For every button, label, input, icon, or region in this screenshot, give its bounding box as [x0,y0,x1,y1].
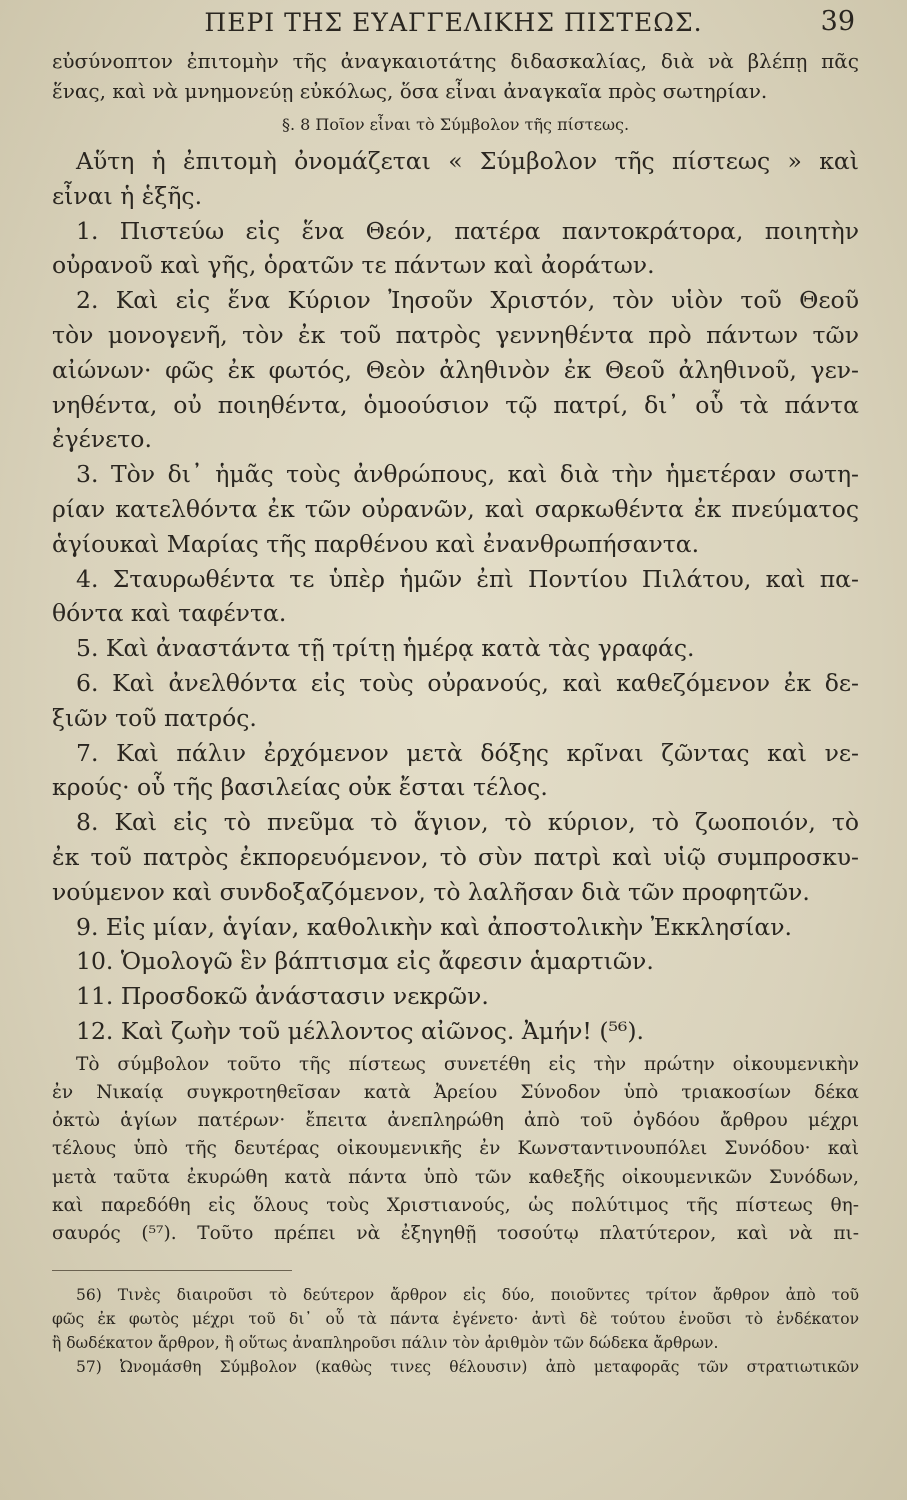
text-line: 8. Καὶ εἰς τὸ πνεῦμα τὸ ἅγιον, τὸ κύριον, τὸ ζωοποιόν, τὸ [76,808,859,837]
text-line: ἕνας, καὶ νὰ μνημονεύῃ εὐκόλως, ὅσα εἶναι ἀναγκαῖα πρὸς σωτηρίαν. [52,79,768,103]
text-line: 5. Καὶ ἀναστάντα τῇ τρίτῃ ἡμέρᾳ κατὰ τὰς γραφάς. [76,634,695,663]
intro-paragraph [52,46,859,106]
text-line: ἐν Νικαίᾳ συγκροτηθεῖσαν κατὰ Ἀρείου Σύνοδον ὑπὸ τριακοσίων δέκα [52,1081,859,1103]
text-line: τέλους ὑπὸ τῆς δευτέρας οἰκουμενικῆς ἐν Κωνσταντινουπόλει Συνόδου· καὶ [52,1138,859,1160]
creed-article [52,910,859,945]
footnotes [52,1283,859,1379]
creed-article [52,736,859,806]
page-number: 39 [820,6,855,37]
creed-article [52,283,859,457]
text-line: εὐσύνοπτον ἐπιτομὴν τῆς ἀναγκαιοτάτης διδασκαλίας, διὰ νὰ βλέπῃ πᾶς [52,49,859,73]
creed-article [52,979,859,1014]
text-line: 4. Σταυρωθέντα τε ὑπὲρ ἡμῶν ἐπὶ Ποντίου Πιλάτου, καὶ πα- [76,564,859,593]
text-line: ρίαν κατελθόντα ἐκ τῶν οὐρανῶν, καὶ σαρκωθέντα ἐκ πνεύματος [52,494,859,523]
creed-article [52,1014,859,1049]
creed-article [52,562,859,632]
text-line: μετὰ ταῦτα ἐκυρώθη κατὰ πάντα ὑπὸ τῶν καθεξῆς οἰκουμενικῶν Συνόδων, [52,1166,859,1188]
text-line: ὀκτὼ ἁγίων πατέρων· ἔπειτα ἀνεπληρώθη ἀπὸ τοῦ ὀγδόου ἄρθρου μέχρι [52,1110,859,1132]
text-line: 10. Ὁμολογῶ ἓν βάπτισμα εἰς ἄφεσιν ἁμαρτιῶν. [76,947,654,976]
page-body [52,46,859,1379]
footnote-line: ἢ δωδέκατον ἄρθρον, ἢ οὕτως ἀναπληροῦσι πάλιν τὸν ἀριθμὸν τῶν δώδεκα ἄρθρων. [52,1334,719,1353]
running-title: ΠΕΡΙ ΤΗΣ ΕΥΑΓΓΕΛΙΚΗΣ ΠΙΣΤΕΩΣ. [204,8,703,37]
text-line: νούμενον καὶ συνδοξαζόμενον, τὸ λαλῆσαν διὰ τῶν προφητῶν. [52,877,810,906]
footnote-divider [52,1270,292,1271]
text-line: 6. Καὶ ἀνελθόντα εἰς τοὺς οὐρανούς, καὶ καθεζόμενον ἐκ δε- [76,668,859,697]
creed-article [52,214,859,284]
text-line: Αὕτη ἡ ἐπιτομὴ ὀνομάζεται « Σύμβολον τῆς πίστεως » καὶ [76,147,859,175]
creed-article [52,631,859,666]
creed-text [52,144,859,1049]
text-line: 11. Προσδοκῶ ἀνάστασιν νεκρῶν. [76,982,489,1011]
text-line: οὐρανοῦ καὶ γῆς, ὁρατῶν τε πάντων καὶ ἀοράτων. [52,251,655,280]
page-header [52,6,855,46]
text-line: 12. Καὶ ζωὴν τοῦ μέλλοντος αἰῶνος. Ἀμήν! (⁵⁶). [76,1016,644,1045]
text-line: κρούς· οὗ τῆς βασιλείας οὐκ ἔσται τέλος. [52,773,548,802]
text-line: θόντα καὶ ταφέντα. [52,599,287,628]
creed-article [52,805,859,909]
text-line: Τὸ σύμβολον τοῦτο τῆς πίστεως συνετέθη εἰς τὴν πρώτην οἰκουμενικὴν [76,1053,859,1075]
footnote-line: 57) Ὠνομάσθη Σύμβολον (καθὼς τινες θέλουσιν) ἀπὸ μεταφορᾶς τῶν στρατιωτικῶν [76,1358,859,1377]
creed-article [52,944,859,979]
text-line: καὶ παρεδόθη εἰς ὅλους τοὺς Χριστιανούς, ὡς πολύτιμος τῆς πίστεως θη- [52,1194,859,1216]
text-line: 1. Πιστεύω εἰς ἕνα Θεόν, πατέρα παντοκράτορα, ποιητὴν [76,216,859,245]
footnote-line: φῶς ἐκ φωτὸς μέχρι τοῦ δι᾽ οὗ τὰ πάντα ἐγένετο· ἀντὶ δὲ τούτου ἑνοῦσι τὸ ἑνδέκατον [52,1310,859,1329]
text-line: ἁγίουκαὶ Μαρίας τῆς παρθένου καὶ ἐνανθρωπήσαντα. [52,529,700,558]
text-line: 7. Καὶ πάλιν ἐρχόμενον μετὰ δόξης κρῖναι ζῶντας καὶ νε- [76,738,859,767]
text-line: 9. Εἰς μίαν, ἁγίαν, καθολικὴν καὶ ἀποστολικὴν Ἐκκλησίαν. [76,912,792,941]
footnote-line: 56) Τινὲς διαιροῦσι τὸ δεύτερον ἄρθρον εἰς δύο, ποιοῦντες τρίτον ἄρθρον ἀπὸ τοῦ [76,1286,859,1305]
text-line: εἶναι ἡ ἑξῆς. [52,181,203,210]
text-line: ξιῶν τοῦ πατρός. [52,703,257,732]
creed-article [52,666,859,736]
text-line: 3. Τὸν δι᾽ ἡμᾶς τοὺς ἀνθρώπους, καὶ διὰ τὴν ἡμετέραν σωτη- [76,460,859,489]
text-line: σαυρός (⁵⁷). Τοῦτο πρέπει νὰ ἐξηγηθῇ τοσούτῳ πλατύτερον, καὶ νὰ πι- [52,1222,859,1244]
creed-article [52,457,859,561]
text-line: 2. Καὶ εἰς ἕνα Κύριον Ἰησοῦν Χριστόν, τὸν υἱὸν τοῦ Θεοῦ [76,286,859,315]
text-line: νηθέντα, οὐ ποιηθέντα, ὁμοούσιον τῷ πατρί, δι᾽ οὗ τὰ πάντα [52,390,859,419]
section-heading: §. 8 Ποῖον εἶναι τὸ Σύμβολον τῆς πίστεως. [281,115,630,134]
text-line: τὸν μονογενῆ, τὸν ἐκ τοῦ πατρὸς γεννηθέντα πρὸ πάντων τῶν [52,320,859,349]
text-line: ἐγένετο. [52,425,152,454]
text-line: ἐκ τοῦ πατρὸς ἐκπορευόμενον, τὸ σὺν πατρὶ καὶ υἱῷ συμπροσκυ- [52,842,859,871]
text-line: αἰώνων· φῶς ἐκ φωτός, Θεὸν ἀληθινὸν ἐκ Θεοῦ ἀληθινοῦ, γεν- [52,355,859,384]
commentary-paragraph [52,1051,859,1248]
